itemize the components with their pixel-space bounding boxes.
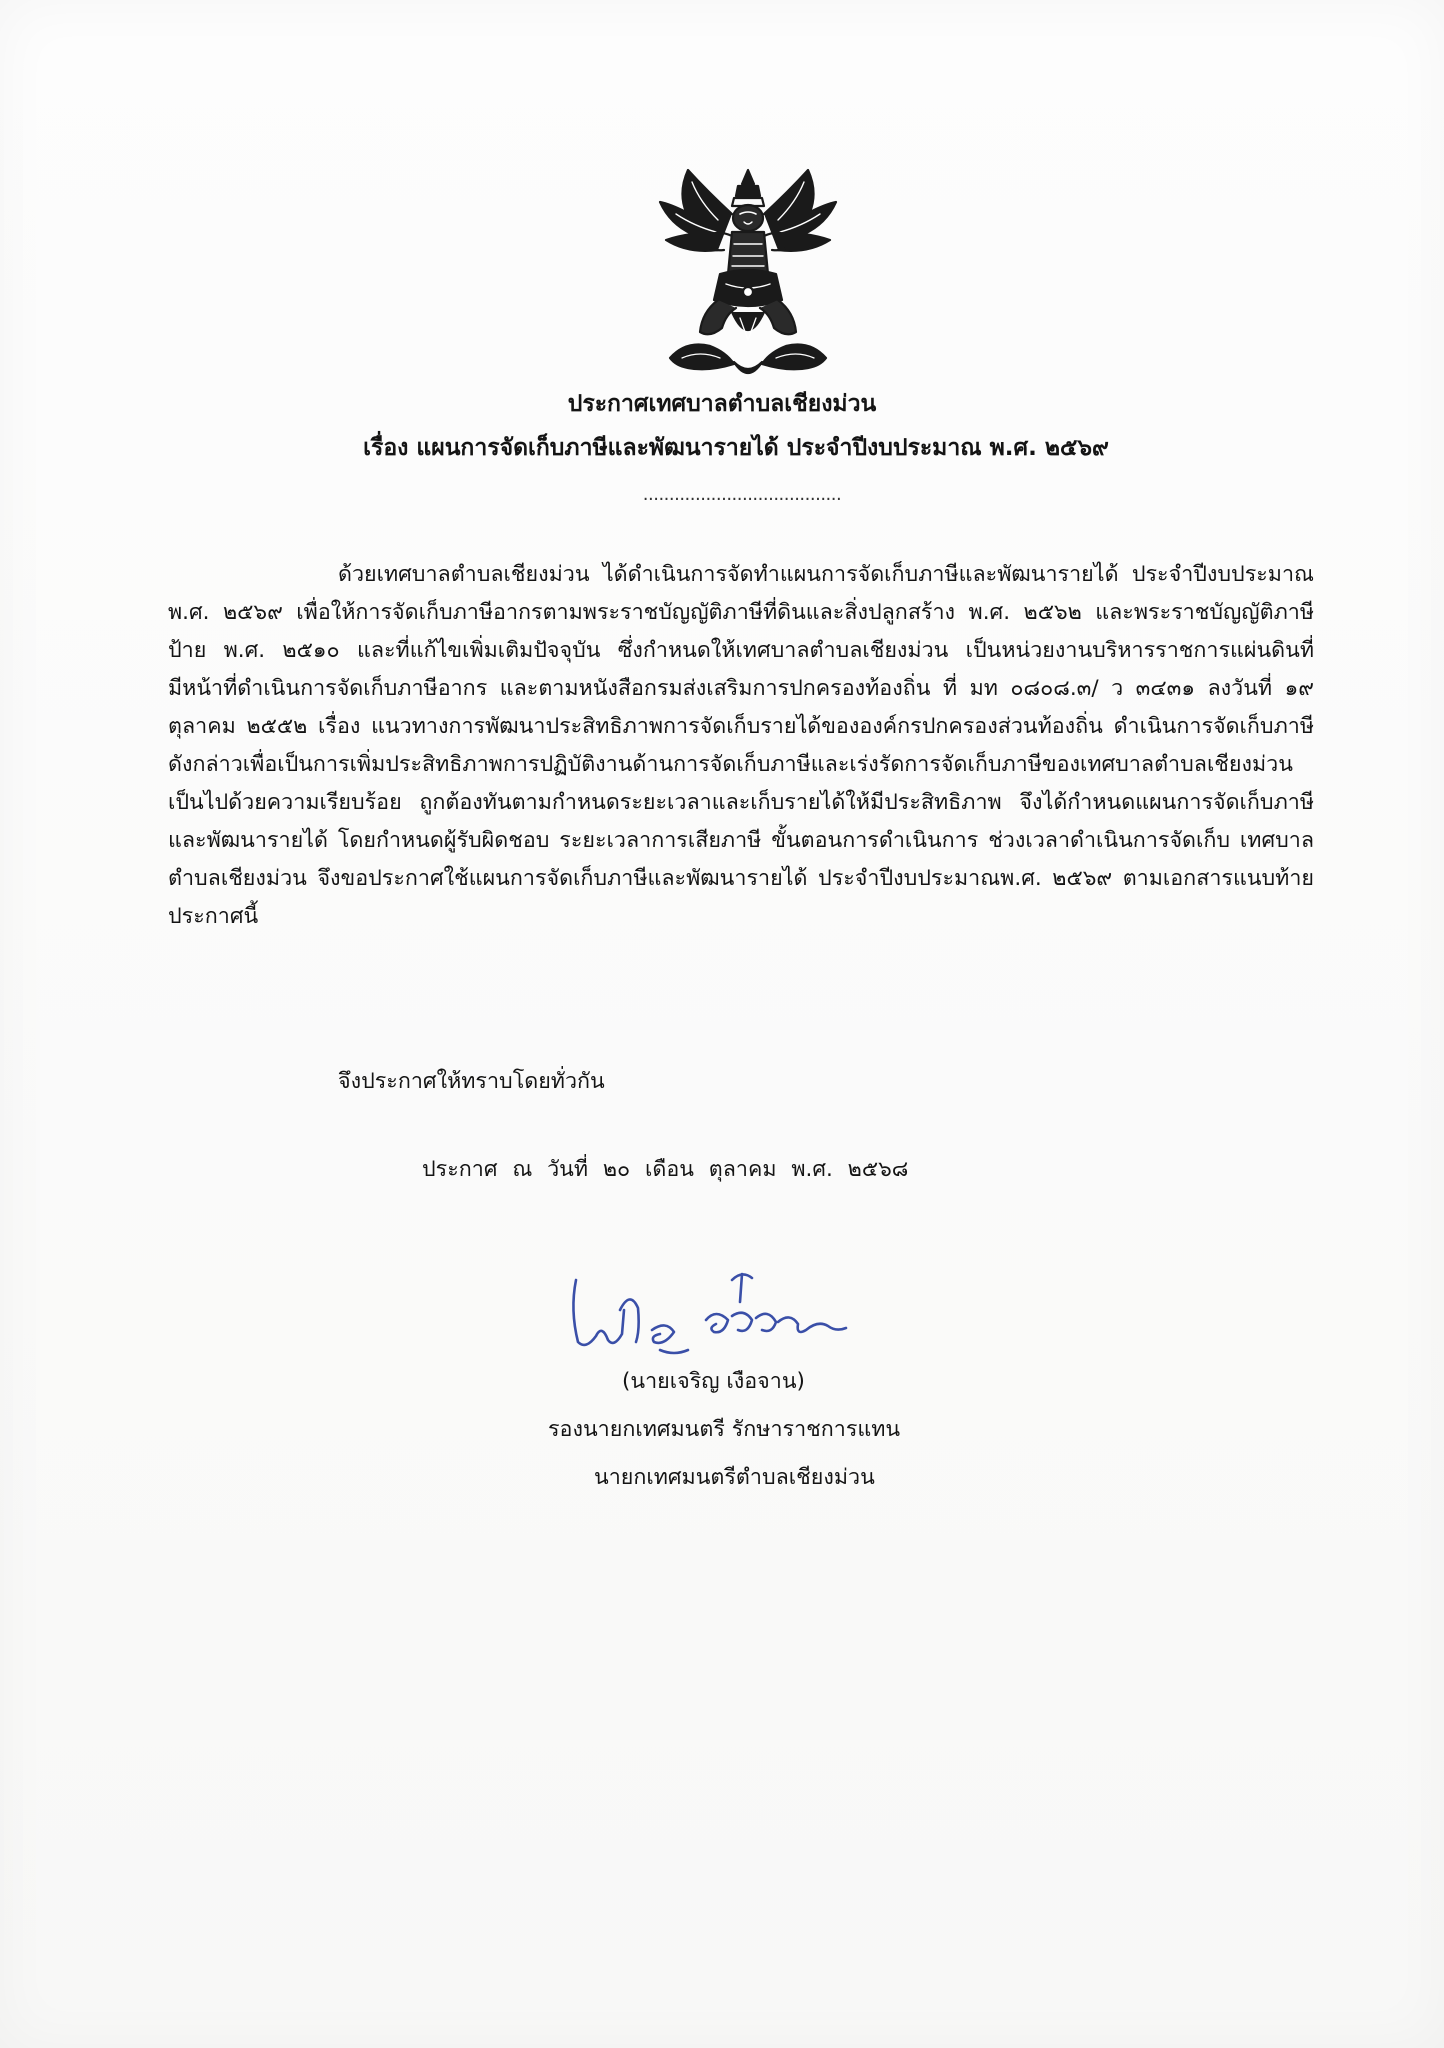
announcement-title: ประกาศเทศบาลตำบลเชียงม่วน: [567, 391, 877, 417]
announcement-body: ด้วยเทศบาลตำบลเชียงม่วน ได้ดำเนินการจัดทำแผนการจัดเก็บภาษีและพัฒนารายได้ ประจำปีงบประมาณ พ.ศ. ๒๕๖๙ เพื่อให้การจัดเก็บภาษีอากรตามพระราชบัญญัติภาษีที่ดินและสิ่งปลูกสร้าง พ.ศ. ๒๕๖๒ และพระราชบัญญัติภาษีป้าย พ.ศ. ๒๕๑๐ และที่แก้ไขเพิ่มเติมปัจจุบัน ซึ่งกำหนดให้เทศบาลตำบลเชียงม่วน เป็นหน่วยงานบริหารราชการแผ่นดินที่มีหน้าที่ดำเนินการจัดเก็บภาษีอากร และตามหนังสือกรมส่งเสริมการปกครองท้องถิ่น ที่ มท ๐๘๐๘.๓/ ว ๓๔๓๑ ลงวันที่ ๑๙ ตุลาคม ๒๕๕๒ เรื่อง แนวทางการพัฒนาประสิทธิภาพการจัดเก็บรายได้ขององค์กรปกครองส่วนท้องถิ่น ดำเนินการจัดเก็บภาษีดังกล่าวเพื่อเป็นการเพิ่มประสิทธิภาพการปฏิบัติงานด้านการจัดเก็บภาษีและเร่งรัดการจัดเก็บภาษีของเทศบาลตำบลเชียงม่วน เป็นไปด้วยความเรียบร้อย ถูกต้องทันตามกำหนดระยะเวลาและเก็บรายได้ให้มีประสิทธิภาพ จึงได้กำหนดแผนการจัดเก็บภาษีและพัฒนารายได้ โดยกำหนดผู้รับผิดชอบ ระยะเวลาการเสียภาษี ขั้นตอนการดำเนินการ ช่วงเวลาดำเนินการจัดเก็บ เทศบาลตำบลเชียงม่วน จึงขอประกาศใช้แผนการจัดเก็บภาษีและพัฒนารายได้ ประจำปีงบประมาณพ.ศ. ๒๕๖๙ ตามเอกสารแนบท้ายประกาศนี้: [168, 562, 1314, 929]
closing-statement: จึงประกาศให้ทราบโดยทั่วกัน: [338, 1069, 605, 1094]
announcement-subject: เรื่อง แผนการจัดเก็บภาษีและพัฒนารายได้ ประจำปีงบประมาณ พ.ศ. ๒๕๖๙: [363, 435, 1109, 461]
handwritten-signature-icon: [556, 1250, 856, 1360]
signatory-position-mayor: นายกเทศมนตรีตำบลเชียงม่วน: [594, 1465, 875, 1490]
announcement-date: ประกาศ ณ วันที่ ๒๐ เดือน ตุลาคม พ.ศ. ๒๕๖๘: [422, 1157, 909, 1182]
dotted-separator: ......................................: [642, 484, 842, 505]
signatory-position-acting: รองนายกเทศมนตรี รักษาราชการแทน: [548, 1417, 901, 1442]
garuda-emblem-icon: [648, 162, 848, 388]
signatory-name: (นายเจริญ เงือจาน): [622, 1369, 805, 1394]
